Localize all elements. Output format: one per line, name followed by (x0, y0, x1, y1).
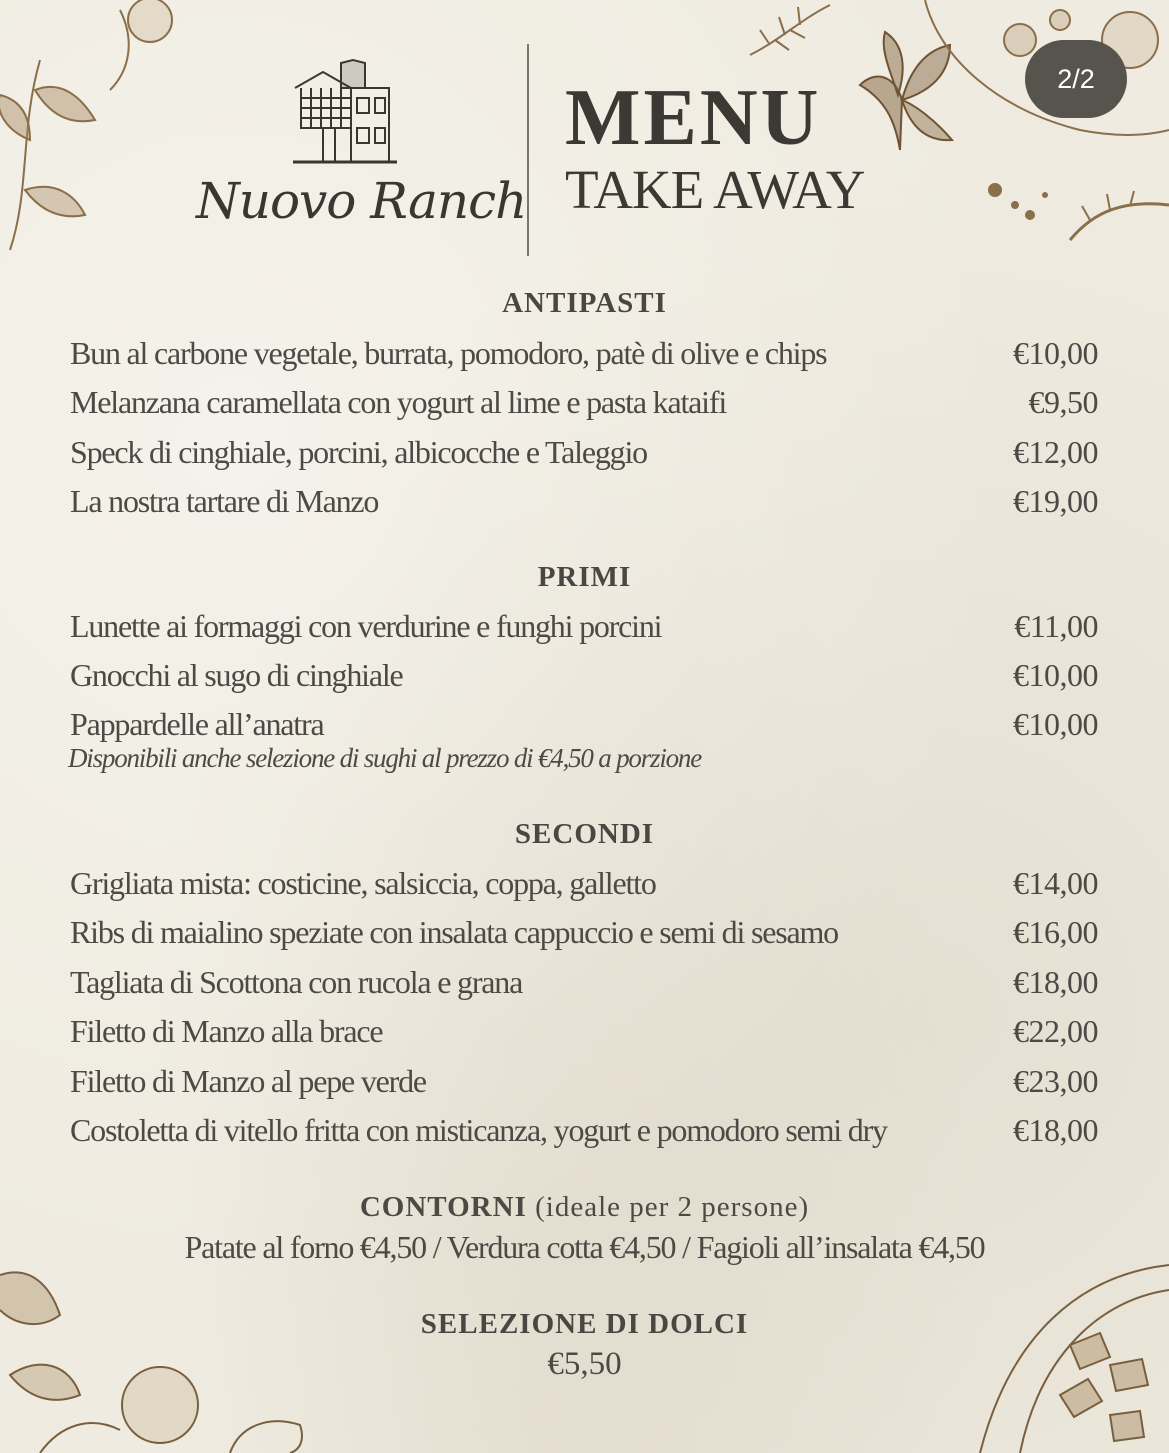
menu-item-price: €18,00 (1013, 964, 1098, 1000)
menu-item (70, 706, 1098, 746)
menu-item (70, 608, 1098, 648)
brand-logo-text: Nuovo Ranch (196, 172, 527, 230)
page-indicator-badge: 2/2 (1025, 40, 1127, 118)
contorni-subtitle: (ideale per 2 persone) (535, 1191, 810, 1223)
section-title-antipasti: ANTIPASTI (502, 287, 667, 319)
menu-item-name: Costoletta di vitello fritta con misticanza, yogurt e pomodoro semi dry (70, 1112, 887, 1148)
contorni-heading (0, 1191, 1169, 1224)
menu-item-price: €10,00 (1013, 706, 1098, 742)
section-title-primi: PRIMI (537, 561, 632, 593)
menu-item-name: Ribs di maialino speziate con insalata cappuccio e semi di sesamo (70, 914, 838, 950)
section-title-secondi: SECONDI (514, 818, 655, 850)
menu-item-name: Filetto di Manzo alla brace (70, 1013, 383, 1049)
menu-item-price: €18,00 (1013, 1112, 1098, 1148)
menu-item (70, 1013, 1098, 1053)
menu-item-name: Filetto di Manzo al pepe verde (70, 1063, 426, 1099)
menu-item-name: Tagliata di Scottona con rucola e grana (70, 964, 523, 1000)
menu-item (70, 1063, 1098, 1103)
menu-item (70, 865, 1098, 905)
menu-item-price: €10,00 (1013, 657, 1098, 693)
menu-item (70, 384, 1098, 424)
menu-item-price: €10,00 (1013, 335, 1098, 371)
header-divider (527, 44, 529, 256)
menu-item (70, 483, 1098, 523)
plate-illustration-top-right-icon (920, 0, 1169, 260)
menu-item-price: €9,50 (1028, 384, 1098, 420)
menu-item-price: €16,00 (1013, 914, 1098, 950)
menu-item-price: €11,00 (1014, 608, 1098, 644)
menu-item-name: Pappardelle all’anatra (70, 706, 324, 742)
menu-item-name: Bun al carbone vegetale, burrata, pomodoro, patè di olive e chips (70, 335, 827, 371)
basil-leaves-illustration-icon (840, 30, 960, 160)
section-title-dolci: SELEZIONE DI DOLCI (420, 1308, 749, 1340)
menu-item-name: Gnocchi al sugo di cinghiale (70, 657, 403, 693)
menu-item-name: La nostra tartare di Manzo (70, 483, 379, 519)
menu-item (70, 1112, 1098, 1152)
menu-item-name: Grigliata mista: costicine, salsiccia, coppa, galletto (70, 865, 656, 901)
primi-note: Disponibili anche selezione di sughi al prezzo di €4,50 a porzione (68, 743, 702, 773)
menu-item-price: €14,00 (1013, 865, 1098, 901)
menu-item (70, 335, 1098, 375)
menu-item (70, 657, 1098, 697)
menu-item-name: Lunette ai formaggi con verdurine e funghi porcini (70, 608, 662, 644)
contorni-items: Patate al forno €4,50 / Verdura cotta €4,50 / Fagioli all’insalata €4,50 (184, 1229, 985, 1265)
menu-item-price: €23,00 (1013, 1063, 1098, 1099)
menu-item-name: Speck di cinghiale, porcini, albicocche e Taleggio (70, 434, 647, 470)
menu-item (70, 964, 1098, 1004)
dolci-price: €5,50 (547, 1346, 622, 1382)
menu-item-price: €12,00 (1013, 434, 1098, 470)
menu-item (70, 434, 1098, 474)
menu-item-price: €19,00 (1013, 483, 1098, 519)
menu-item-name: Melanzana caramellata con yogurt al lime e pasta kataifi (70, 384, 727, 420)
menu-subtitle: TAKE AWAY (565, 159, 865, 220)
menu-item-price: €22,00 (1013, 1013, 1098, 1049)
herb-illustration-top-left-icon (0, 0, 190, 260)
menu-title: MENU (565, 74, 822, 162)
section-title-contorni: CONTORNI (359, 1191, 527, 1223)
ranch-house-icon (293, 58, 397, 164)
herb-illustration-top-center-icon (740, 0, 840, 60)
menu-item (70, 914, 1098, 954)
